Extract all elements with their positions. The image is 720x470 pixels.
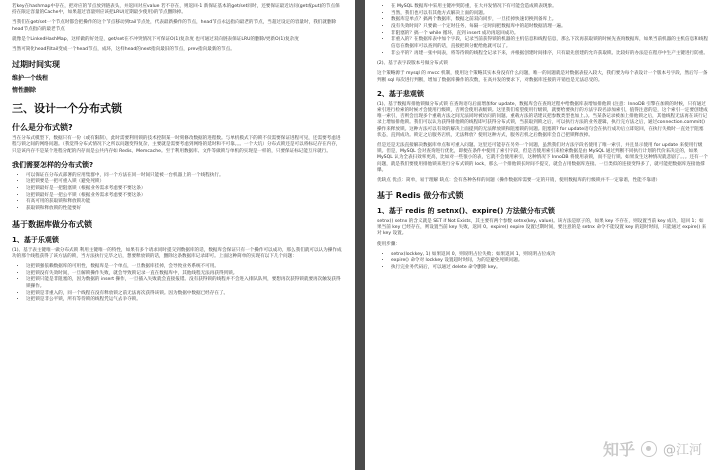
- list-item: • 获取锁和释放锁的性能要好: [26, 206, 343, 213]
- pessimistic-paragraph-2: 但是还是无法直接解决数据库单点和可重入问题。这里还可能存在另外一个问题，虽然我们对方法字段名使用了唯一索引，并且显示使用 for update 来使用行级锁。但是，MySQL 会对查询进行优化，即便在条件中使用了索引字段，但是否使用索引来检索数据是由 MySQL 通过判断不同执行计划的代价来决定的，如果 MySQL 认为全表扫效率更高，比如对一些很小的表，它就不会使用索引，这种情况下 InnoDB 将使用表锁，而不是行锁。如果发生这种情况就悲剧了。。。还有一个问题，就是我们要使用排他锁来进行分布式锁的 lock，那么一个排他锁长时间不提交，就会占用数据库连接。一旦类似的连接变得多了，就可能把数据库连接池撑爆。: [377, 142, 708, 173]
- list-item: • 有高可用的获取锁和释放锁功能: [26, 199, 343, 206]
- what-paragraph: 当在分布式模型下，数据只有一份（或有限制），此时需要利用锁的技术控制某一时刻修改数据的进程数。与单机模式下的锁不仅需要保证进程可见，还需要考虑进程与锁之间的网络问题。（我觉得分布式情况下之所以问题变得复杂，主要就是需要考虑到网络的延时和不可靠。。。一个大坑）分布式锁还是可以将标记存在内存，只是该内存不是某个进程分配的内存而是公共内存如 Redis、Memcache。至于利用数据库、文件等做锁与单机的实现是一样的，只要保证标记能互斥就行。: [12, 136, 341, 154]
- list-item: • 当然，我们也可以有其他方式解决上面的问题。: [391, 11, 708, 18]
- redis-steps-list: [377, 252, 708, 272]
- intro-paragraph-1: 若key在hashmap中存在，把对应的节点放到链表头，并返回对应value 若不存在，则返回-1 新保证基本的get/set同时，还要保证最近访问(get或put)的节点保持在限定容量的Cache中，如果超过容量则应该把LRU(近期最少使用)的节点删除掉。: [12, 4, 340, 16]
- intro-paragraph-2: 当我们在get/set一个节点时都会把操作的这个节点移动到tail节点处，代表最新操作的节点，head节点永远指向最老的节点，当超过设定的容量时，我们就删除head节点指向的最老节点: [12, 20, 337, 32]
- mysql-issues-list: [377, 4, 708, 57]
- heading-redis-setnx: 1、基于 redis 的 setnx()、expire() 方法做分布式锁: [377, 207, 555, 216]
- version-paragraph: 这个策略源于 mysql 的 mvcc 机制，使用这个策略其实本身没有什么问题，唯一的问题就是对数据表侵入较大，我们要为每个表设计一个版本号字段，然后写一条判断 sql 每次进行判断，增加了数据库操作的次数，在高并发的要求下，对数据库连接的开销也是无法忍受的。: [377, 71, 708, 83]
- list-item: • expire() 命令对 lockkey 设置超时时间，为的是避免死锁问题。: [391, 258, 708, 265]
- list-item: • 这把锁最好是一把公平锁（根据业务需求考虑要不要这条）: [26, 193, 343, 200]
- document-page-right: [365, 0, 720, 470]
- version-label: (2)、基于表字段版本号做分布式锁: [377, 61, 448, 67]
- watermark: [603, 437, 702, 460]
- heading-optimistic-lock: 1、基于乐观锁: [12, 235, 59, 244]
- document-page-left: [0, 0, 355, 470]
- heading-db-lock: 基于数据库做分布式锁: [12, 219, 92, 229]
- list-item: • 可以保证在分布式部署的应用集群中，同一个方法在同一时间只能被一台机器上的一个线程执行。: [26, 173, 343, 180]
- pessimistic-paragraph-1: (1)、基于数据库排他锁做分布式锁 在查询语句后面增加for update，数据库会在查询过程中给数据库表增加排他锁 (注意：InnoDB 引擎在加锁的时候，只有通过索引进行检索的时候才会使用行级锁，否则会使用表级锁。这里我们希望使用行级锁，就要给要执行的方法字段名添加索引，值得注意的是，这个索引一定要创建成唯一索引，否则会出现多个重载方法之间无法同时被访问的问题。重载方法的话建议把参数类型也加上。)。当某条记录被加上排他锁之后，其他线程无法再在该行记录上增加排他锁。我们可以认为获得排他锁的线程即可获得分布式锁，当获取到锁之后，可以执行方法的业务逻辑，执行完方法之后，通过connection.commit()操作来释放锁。这种方法可以有效的解决上面提到的无法释放锁和阻塞锁的问题。阻塞锁? for update语句会在执行成功后立即返回，在执行失败时一直处于阻塞状态，直到成功。锁定之后服务宕机，无法释放？使用这种方式，服务宕机之后数据库会自己把锁释放掉。: [377, 101, 708, 138]
- list-item: • setnx(lockkey, 1) 如果返回 0，则说明占位失败；如果返回 1，则说明占位成功: [391, 252, 708, 259]
- db-paragraph: (1)、基于表主键唯一做分布式锁 利用主键唯一的特性，如果有多个请求同时提交到数据库的话，数据库会保证只有一个操作可以成功，那么我们就可以认为操作成功的那个线程获得了该方法的锁，当方法执行完毕之后，想要释放锁的话，删除这条数据库记录即可。上面这种简单的实现有以下几个问题：: [12, 247, 342, 259]
- intro-paragraph-3: 就像是个LinkedHashMap，这样做的好处是，get/set在不冲突情况下可保证O(1)复杂度 也可通过双向链表保证LRU的删除/更新O(1)复杂度: [12, 36, 299, 42]
- list-item: • 在 MySQL 数据库中采用主键冲突防重，在大并发情况下有可能会造成锁表现象。: [391, 4, 708, 11]
- heading-pessimistic-lock: 2、基于悲观锁: [377, 89, 424, 98]
- list-item: • 没有失效时间？只要做一个定时任务，每隔一定时间把数据库中的超时数据清理一遍。: [391, 24, 708, 31]
- list-item: • 执行完业务代码后，可以通过 delete 命令删除 key。: [391, 265, 708, 272]
- db-issues-list: [12, 264, 343, 304]
- heading-section-3: 三、设计一个分布式锁: [12, 102, 122, 116]
- heading-expire-implementation: 过期时间实现: [12, 60, 60, 70]
- watermark-author: @江河: [662, 443, 702, 458]
- list-item: • 这把锁强依赖数据库的可用性，数据库是一个单点，一旦数据库挂掉，会导致业务系统不可用。: [26, 264, 343, 271]
- list-item: • 这把锁只能是非阻塞的，因为数据的 insert 操作，一旦插入失败就会直接报错。没有获得锁的线程并不会进入排队队列，要想再次获得锁就要再次触发获得锁操作。: [26, 277, 343, 290]
- list-item: • 这把锁是非公平锁，所有等待锁的线程凭运气去争夺锁。: [26, 297, 343, 304]
- list-item: • 这把锁最好是一把阻塞锁（根据业务需求考虑要不要这条）: [26, 186, 343, 193]
- zhihu-logo: 知乎: [602, 440, 635, 459]
- list-item: • 这把锁没有失效时间，一旦解锁操作失败，就会导致锁记录一直在数据库中，其他线程无法再获得到锁。: [26, 271, 343, 278]
- heading-lazy-delete: 惰性删除: [12, 87, 37, 95]
- redis-paragraph: setnx() setnx 的含义就是 SET if Not Exists，其主要有两个参数 setnx(key, value)。该方法是原子的，如果 key 不存在，则设置当前 key 成功，返回 1；如果当前 key 已经存在，则设置当前 key 失败，返回 0。expire() expire 设置过期时间，要注意的是 setnx 命令不能设置 key 的超时时间，只能通过 expire() 来对 key 设置。: [377, 219, 707, 237]
- heading-what-is-distributed-lock: 什么是分布式锁?: [12, 123, 73, 133]
- need-list: [12, 173, 343, 213]
- use-steps-label: 使用步骤：: [377, 241, 400, 247]
- author-avatar-icon: [641, 441, 657, 457]
- list-item: • 非阻塞的？搞一个 while 循环，直到 insert 成功再返回成功。: [391, 31, 708, 38]
- list-item: • 这把锁是非重入的，同一个线程在没有释放锁之前无法再次获得该锁。因为数据中数据已经存在了。: [26, 291, 343, 298]
- heading-maintain-thread: 维护一个线程: [12, 75, 49, 83]
- heading-what-lock-we-need: 我们需要怎样的分布式锁?: [12, 160, 94, 169]
- list-item: • 数据库是单点？搞两个数据库，数据之前双向同步，一旦挂掉快速切换到备库上。: [391, 17, 708, 24]
- list-item: • 非公平的？再建一张中间表，将等待锁的线程全记录下来，并根据创建时间排序，只有最先创建的允许获取锁。比较好的办法是在程序中生产主键进行防重。: [391, 51, 708, 58]
- intro-paragraph-4: 当然可简化head和tail变成一个head节点，成环，这样head的next指向最旧的节点，prev指向最新的节点。: [12, 46, 235, 52]
- list-item: • 这把锁要是一把可重入锁（避免死锁）: [26, 179, 343, 186]
- heading-redis-lock: 基于 Redis 做分布式锁: [377, 191, 464, 201]
- pros-cons-paragraph: 优缺点 优点：简单，易于理解 缺点：会有各种各样的问题（操作数据库需要一定的开销，使用数据库的行级锁并不一定靠谱，性能不靠谱）: [377, 177, 661, 183]
- list-item: • 非重入的？在数据库表中加个字段，记录当前获得锁的机器的主机信息和线程信息，那么下次再获取锁的时候先查询数据库，如果当前机器的主机信息和线程信息在数据库可以查到的话，直接把锁分配给他就可以了。: [391, 37, 708, 50]
